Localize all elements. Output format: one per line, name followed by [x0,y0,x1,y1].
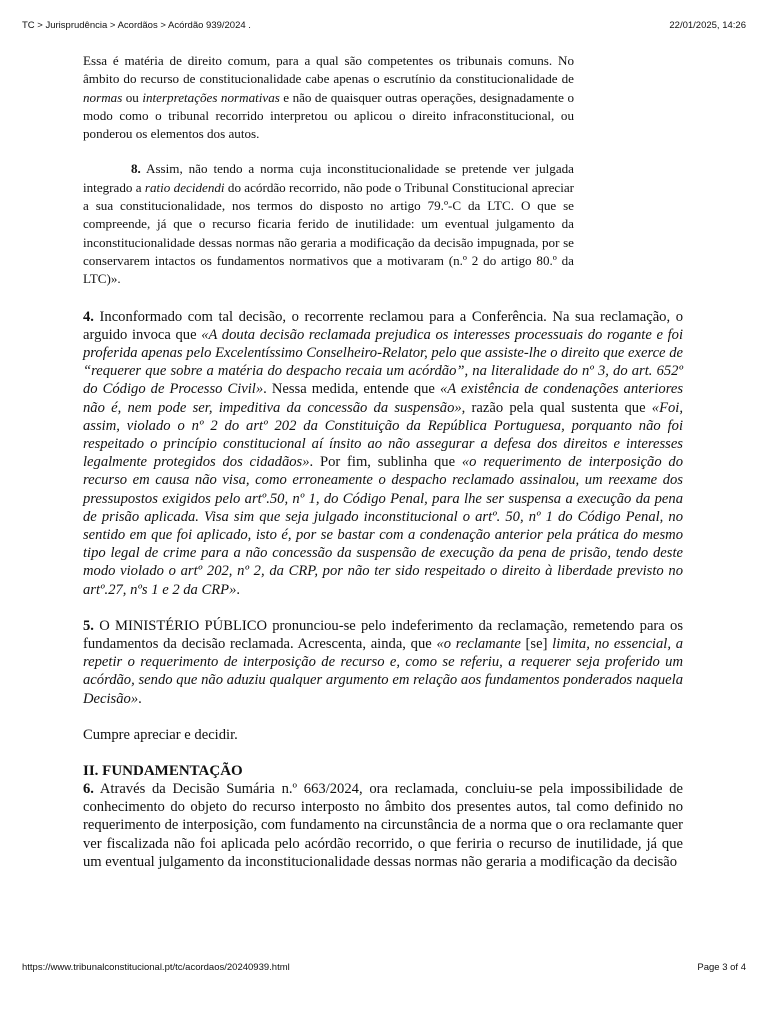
paragraph-5: 5. O MINISTÉRIO PÚBLICO pronunciou-se pelo indeferimento da reclamação, remetendo para os fundamentos da decisão reclamada. Acrescenta, ainda, que «o reclamante [se] limita, no essencial, a repetir o requerimento de interposição de recurso e, como se referiu, a requerer seja proferido um acórdão, sendo que não aduziu qualquer argumento em relação aos fundamentos ponderados naquela Decisão». [83,617,683,707]
paragraph-4: 4. Inconformado com tal decisão, o recorrente reclamou para a Conferência. Na sua reclamação, o arguido invoca que «A douta decisão reclamada prejudica os interesses processuais do rogante e foi proferida apenas pelo Excelentíssimo Conselheiro-Relator, pelo que assiste-lhe o direito que exerce de “requerer que sobre a matéria do despacho recaia um acórdão”, na literalidade do nº 3, do art. 652º do Código de Processo Civil». Nessa medida, entende que «A existência de condenações anteriores não é, nem pode ser, impeditiva da concessão da suspensão», razão pela qual sustenta que «Foi, assim, violado o nº 2 do artº 202 da Constituição da República Portuguesa, porquanto não foi respeitado o princípio constitucional aí ínsito ao não assegurar a defesa dos direitos e interesses legalmente protegidos dos cidadãos». Por fim, sublinha que «o requerimento de interposição do recurso em causa não visa, como erroneamente o despacho reclamado assinalou, um reexame dos pressupostos exigidos pelo artº.50, nº 1, do Código Penal, para lhe ser suspensa a execução da pena de prisão aplicada. Visa sim que seja julgado inconstitucional o artº. 50, nº 1 do Código Penal, no sentido em que foi aplicado, isto é, por se bastar com a condenação anterior pela prática do mesmo tipo legal de crime para a não concessão da suspensão de execução da pena de prisão, tendo deste modo violado o artº 202, nº 2, da CRP, por não ter sido respeitado o direito à liberdade previsto no artº.27, nºs 1 e 2 da CRP». [83,308,684,598]
paragraph-number: 8. [131,161,141,177]
paragraph-6: 6. Através da Decisão Sumária n.º 663/2024, ora reclamada, concluiu-se pela impossibilidade de conhecimento do objeto do recurso interposto no âmbito dos presentes autos, tal como definido no requerimento de interposição, com fundamento na circunstância de a norma que o ora reclamante quer ver fiscalizada não foi aplicada pelo acórdão recorrido, o que feriria o recurso de inutilidade, já que um eventual julgamento da inconstitucionalidade dessas normas não geraria a modificação da decisão [83,781,683,870]
paragraph-cumpre: Cumpre apreciar e decidir. [83,726,238,743]
paragraph-number: 6. [83,781,94,798]
paragraph-number: 4. [83,308,94,325]
page-indicator: Page 3 of 4 [697,962,746,973]
print-header [22,20,746,31]
breadcrumb: TC > Jurisprudência > Acordãos > Acórdão 939/2024 . [22,20,251,31]
print-datetime: 22/01/2025, 14:26 [669,20,746,31]
main-text [83,308,683,871]
quote-paragraph-1: Essa é matéria de direito comum, para a qual são competentes os tribunais comuns. No âmbito do recurso de constitucionalidade cabe apenas o escrutínio da constitucionalidade de normas ou interpretações normativas e não de quaisquer outras operações, designadamente o modo como o tribunal recorrido interpretou ou aplicou o direito infraconstitucional, ou ponderou os elementos dos autos. [83,53,574,142]
quote-paragraph-8: 8. Assim, não tendo a norma cuja inconstitucionalidade se pretende ver julgada integrado a ratio decidendi do acórdão recorrido, não pode o Tribunal Constitucional apreciar a sua constitucionalidade, nos termos do disposto no artigo 79.º-C da LTC. O que se compreende, já que o recurso ficaria ferido de inutilidade: um eventual julgamento da inconstitucionalidade dessas normas não geraria a modificação da decisão impugnada, por se conservarem intactos os fundamentos normativos que a motivaram (n.º 2 do artigo 80.º da LTC)». [83,161,574,287]
quoted-block [83,52,574,289]
paragraph-number: 5. [83,617,94,634]
section-heading: II. FUNDAMENTAÇÃO [83,763,243,780]
print-footer [22,962,746,973]
source-url-link[interactable]: https://www.tribunalconstitucional.pt/tc/acordaos/20240939.html [22,962,290,973]
document-body [83,52,683,871]
